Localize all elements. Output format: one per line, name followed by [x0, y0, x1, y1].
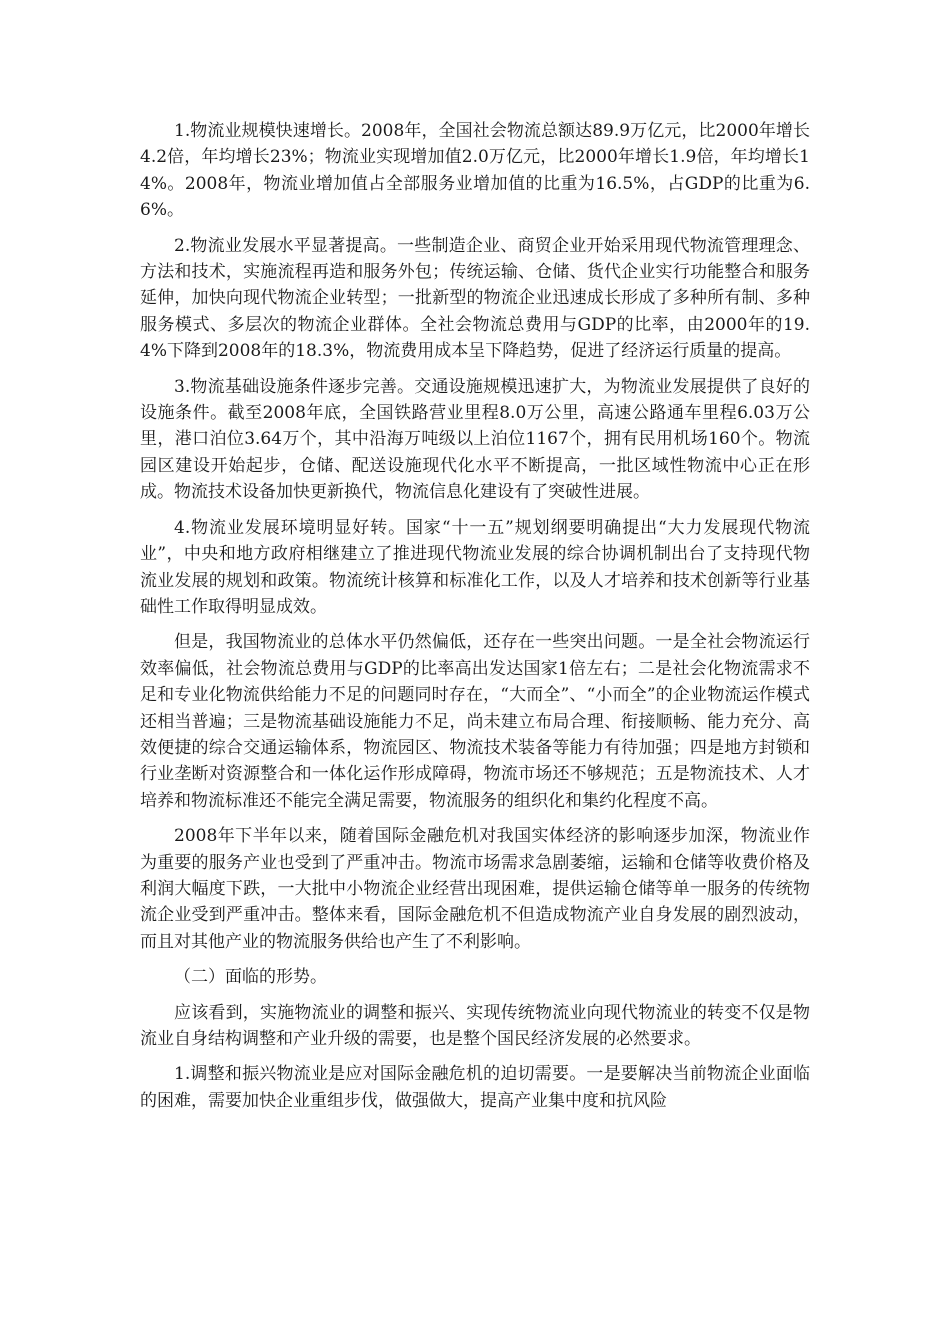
section-heading: （二）面临的形势。: [174, 967, 327, 988]
paragraph-development-level: 2.物流业发展水平显著提高。一些制造企业、商贸企业开始采用现代物流管理理念、方法和技术，实施流程再造和服务外包；传统运输、仓储、货代企业实行功能整合和服务延伸，加快向现代物流企业转型；一批新型的物流企业迅速成长形成了多种所有制、多种服务模式、多层次的物流企业群体。全社会物流总费用与GDP的比率，由2000年的19.4%下降到2008年的18.3%，物流费用成本呈下降趋势，促进了经济运行质量的提高。: [140, 235, 810, 362]
paragraph-environment: 4.物流业发展环境明显好转。国家“十一五”规划纲要明确提出“大力发展现代物流业”，中央和地方政府相继建立了推进现代物流业发展的综合协调机制出台了支持现代物流业发展的规划和政策。物流统计核算和标准化工作，以及人才培养和技术创新等行业基础性工作取得明显成效。: [140, 517, 810, 617]
paragraph-infrastructure: 3.物流基础设施条件逐步完善。交通设施规模迅速扩大，为物流业发展提供了良好的设施条件。截至2008年底，全国铁路营业里程8.0万公里，高速公路通车里程6.03万公里，港口泊位3.64万个，其中沿海万吨级以上泊位1167个，拥有民用机场160个。物流园区建设开始起步，仓储、配送设施现代化水平不断提高，一批区域性物流中心正在形成。物流技术设备加快更新换代，物流信息化建设有了突破性进展。: [140, 376, 810, 503]
paragraph-problems: 但是，我国物流业的总体水平仍然偏低，还存在一些突出问题。一是全社会物流运行效率偏低，社会物流总费用与GDP的比率高出发达国家1倍左右；二是社会化物流需求不足和专业化物流供给能力不足的问题同时存在，“大而全”、“小而全”的企业物流运作模式还相当普遍；三是物流基础设施能力不足，尚未建立布局合理、衔接顺畅、能力充分、高效便捷的综合交通运输体系，物流园区、物流技术装备等能力有待加强；四是地方封锁和行业垄断对资源整合和一体化运作形成障碍，物流市场还不够规范；五是物流技术、人才培养和物流标准还不能完全满足需要，物流服务的组织化和集约化程度不高。: [140, 632, 810, 811]
document-page: [140, 118, 810, 1123]
paragraph-crisis-response: 1.调整和振兴物流业是应对国际金融危机的迫切需要。一是要解决当前物流企业面临的困难，需要加快企业重组步伐，做强做大，提高产业集中度和抗风险: [140, 1064, 810, 1111]
paragraph-transformation: 应该看到，实施物流业的调整和振兴、实现传统物流业向现代物流业的转变不仅是物流业自身结构调整和产业升级的需要，也是整个国民经济发展的必然要求。: [140, 1002, 810, 1049]
paragraph-financial-crisis: 2008年下半年以来，随着国际金融危机对我国实体经济的影响逐步加深，物流业作为重要的服务产业也受到了严重冲击。物流市场需求急剧萎缩，运输和仓储等收费价格及利润大幅度下跌，一大批中小物流企业经营出现困难，提供运输仓储等单一服务的传统物流企业受到严重冲击。整体来看，国际金融危机不但造成物流产业自身发展的剧烈波动，而且对其他产业的物流服务供给也产生了不利影响。: [140, 826, 810, 952]
paragraph-logistics-scale: 1.物流业规模快速增长。2008年，全国社会物流总额达89.9万亿元，比2000年增长4.2倍，年均增长23%；物流业实现增加值2.0万亿元，比2000年增长1.9倍，年均增长14%。2008年，物流业增加值占全部服务业增加值的比重为16.5%，占GDP的比重为6.6%。: [140, 121, 810, 221]
